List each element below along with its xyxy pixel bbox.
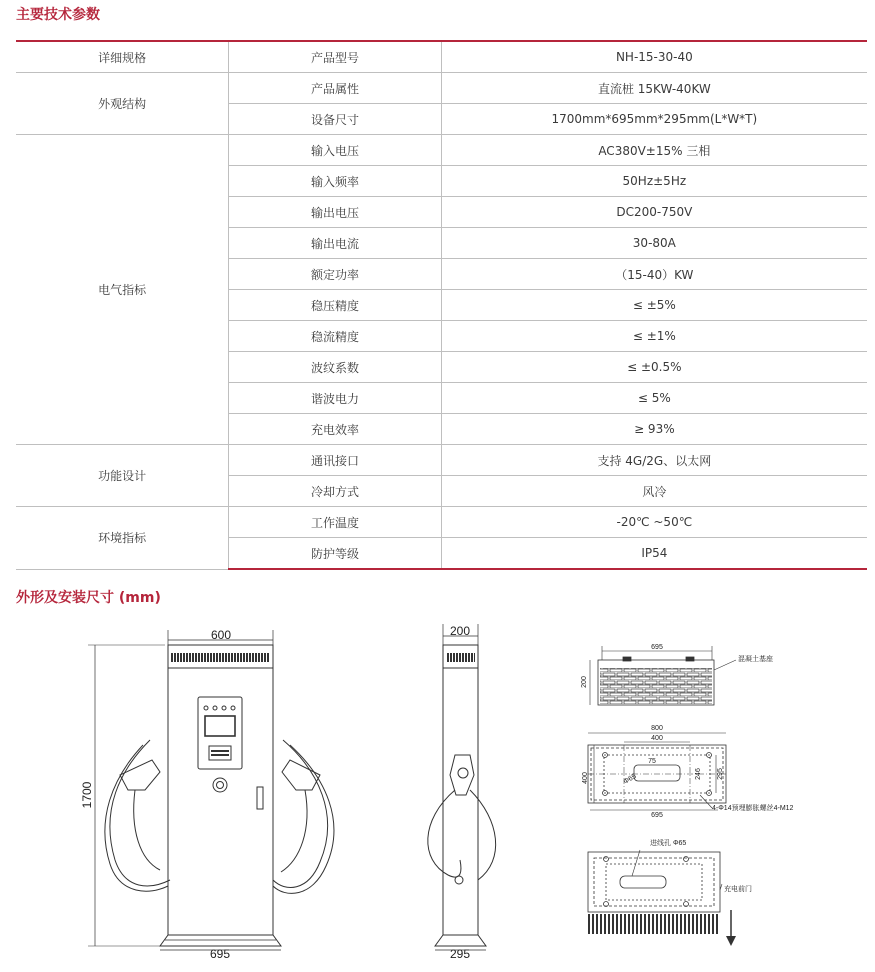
front-height-label: 1700 xyxy=(80,781,94,809)
param-cell: 稳压精度 xyxy=(229,290,441,321)
value-cell: IP54 xyxy=(441,538,867,570)
param-cell: 稳流精度 xyxy=(229,321,441,352)
foundation-material-label: 混凝土基座 xyxy=(738,656,773,663)
value-cell: 1700mm*695mm*295mm(L*W*T) xyxy=(441,104,867,135)
value-cell: ≥ 93% xyxy=(441,414,867,445)
param-cell: 输入频率 xyxy=(229,166,441,197)
plan-offset-label: 75 xyxy=(648,758,656,765)
plan-depth-label: 400 xyxy=(582,772,589,784)
group-cell: 外观结构 xyxy=(16,73,229,135)
value-cell: ≤ ±1% xyxy=(441,321,867,352)
param-cell: 输出电压 xyxy=(229,197,441,228)
value-cell: 50Hz±5Hz xyxy=(441,166,867,197)
value-cell: AC380V±15% 三相 xyxy=(441,135,867,166)
value-cell: 直流桩 15KW-40KW xyxy=(441,73,867,104)
param-cell: 产品型号 xyxy=(229,41,441,73)
front-door-label: 充电前门 xyxy=(724,886,752,893)
value-cell: ≤ ±5% xyxy=(441,290,867,321)
plan-inner-width-label: 400 xyxy=(651,735,663,742)
value-cell: 支持 4G/2G、以太网 xyxy=(441,445,867,476)
param-cell: 冷却方式 xyxy=(229,476,441,507)
plan-bottom-width-label: 695 xyxy=(651,812,663,819)
value-cell: NH-15-30-40 xyxy=(441,41,867,73)
value-cell: ≤ 5% xyxy=(441,383,867,414)
param-cell: 波纹系数 xyxy=(229,352,441,383)
spec-section-title: 主要技术参数 xyxy=(16,7,100,23)
front-top-width-label: 600 xyxy=(210,628,232,642)
side-base-depth-label: 295 xyxy=(449,947,471,961)
plan-hole-label: Φ65 xyxy=(622,772,638,786)
param-cell: 额定功率 xyxy=(229,259,441,290)
param-cell: 工作温度 xyxy=(229,507,441,538)
param-cell: 产品属性 xyxy=(229,73,441,104)
dimension-section-title: 外形及安装尺寸 (mm) xyxy=(16,590,161,606)
value-cell: （15-40）KW xyxy=(441,259,867,290)
group-cell: 环境指标 xyxy=(16,507,229,570)
plan-anchor-note: 4-Φ14预埋膨胀螺丝4-M12 xyxy=(712,805,794,812)
plan-inner-depth-label: 246 xyxy=(695,768,702,780)
param-cell: 输出电流 xyxy=(229,228,441,259)
foundation-side-drawing xyxy=(590,646,736,705)
param-cell: 谐波电力 xyxy=(229,383,441,414)
plan-outer-width-label: 800 xyxy=(651,725,663,732)
foundation-height-label: 200 xyxy=(581,676,588,688)
value-cell: -20℃ ~50℃ xyxy=(441,507,867,538)
foundation-top-drawing xyxy=(588,850,736,946)
group-cell: 详细规格 xyxy=(16,41,229,73)
plan-depth-b-label: 295 xyxy=(717,768,724,780)
param-cell: 通讯接口 xyxy=(229,445,441,476)
param-cell: 防护等级 xyxy=(229,538,441,570)
front-view-drawing xyxy=(88,630,334,946)
foundation-width-label: 695 xyxy=(651,644,663,651)
side-view-drawing xyxy=(428,624,496,946)
foundation-plan-drawing xyxy=(588,733,726,810)
group-cell: 电气指标 xyxy=(16,135,229,445)
group-cell: 功能设计 xyxy=(16,445,229,507)
param-cell: 充电效率 xyxy=(229,414,441,445)
param-cell: 设备尺寸 xyxy=(229,104,441,135)
value-cell: 30-80A xyxy=(441,228,867,259)
value-cell: 风冷 xyxy=(441,476,867,507)
inlet-label: 进线孔 Φ65 xyxy=(650,840,687,847)
param-cell: 输入电压 xyxy=(229,135,441,166)
value-cell: ≤ ±0.5% xyxy=(441,352,867,383)
value-cell: DC200-750V xyxy=(441,197,867,228)
front-base-width-label: 695 xyxy=(209,947,231,961)
side-top-depth-label: 200 xyxy=(449,624,471,638)
